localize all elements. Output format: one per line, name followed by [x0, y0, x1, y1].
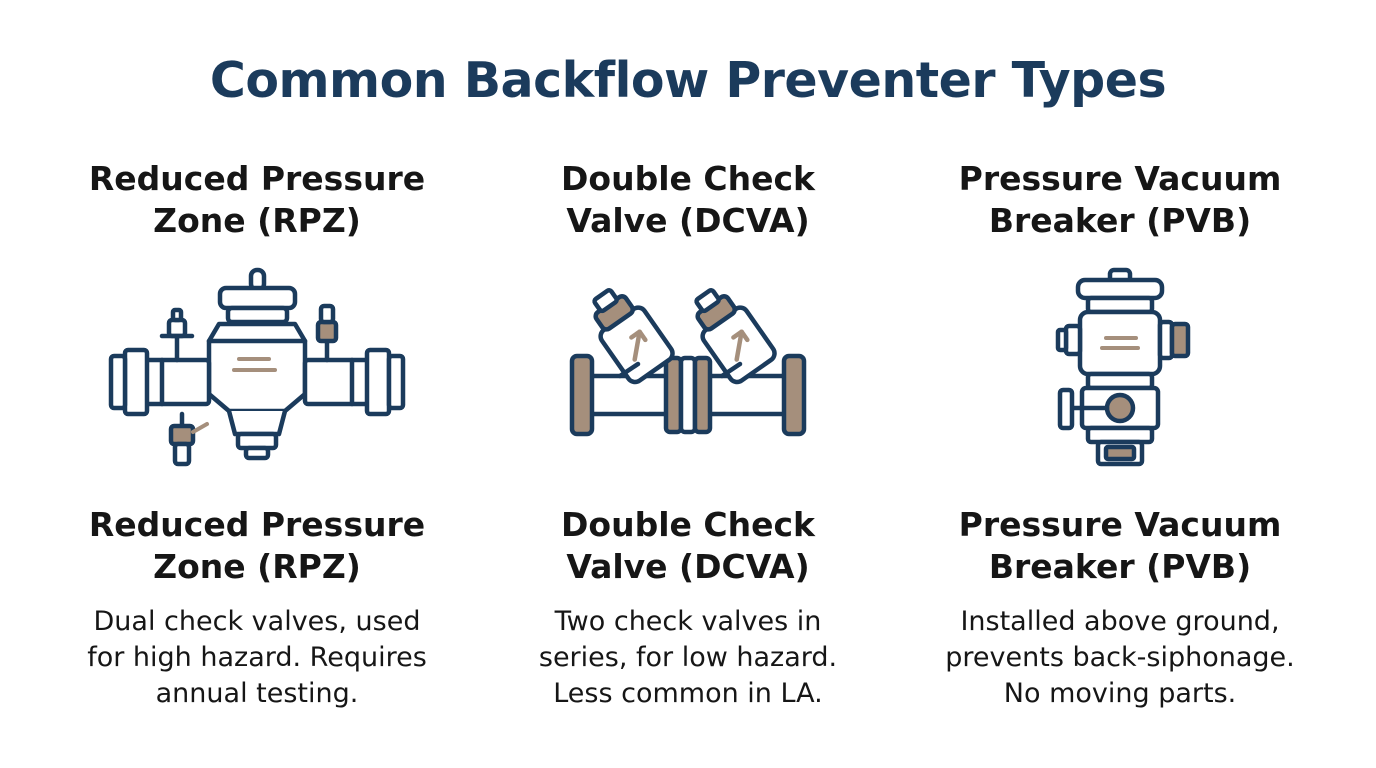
rpz-valve-icon [107, 266, 407, 481]
rpz-heading [47, 158, 467, 242]
pvb-label [910, 504, 1330, 588]
rpz-column [47, 156, 467, 756]
pvb-label-line2: Breaker (PVB) [988, 547, 1252, 586]
rpz-desc-line3: annual testing. [155, 678, 359, 709]
pvb-column [910, 156, 1330, 756]
pvb-desc-line1: Installed above ground, [960, 606, 1280, 637]
rpz-heading-line2: Zone (RPZ) [153, 201, 361, 240]
pvb-desc-line3: No moving parts. [1003, 678, 1237, 709]
rpz-label [47, 504, 467, 588]
dcva-heading [478, 158, 898, 242]
dcva-desc-line2: series, for low hazard. [538, 642, 838, 673]
rpz-description [47, 604, 467, 712]
dcva-heading-line2: Valve (DCVA) [566, 201, 810, 240]
rpz-label-line1: Reduced Pressure [88, 505, 426, 544]
pvb-description [910, 604, 1330, 712]
dcva-desc-line3: Less common in LA. [553, 678, 823, 709]
dcva-column [478, 156, 898, 756]
dcva-label-line1: Double Check [561, 505, 815, 544]
dcva-heading-line1: Double Check [561, 159, 815, 198]
page-title: Common Backflow Preventer Types [209, 52, 1167, 109]
pvb-valve-icon [970, 266, 1270, 481]
pvb-heading [910, 158, 1330, 242]
pvb-heading-line2: Breaker (PVB) [988, 201, 1252, 240]
pvb-desc-line2: prevents back-siphonage. [945, 642, 1295, 673]
rpz-desc-line2: for high hazard. Requires [87, 642, 427, 673]
dcva-label-line2: Valve (DCVA) [566, 547, 810, 586]
dcva-valve-icon [538, 266, 838, 481]
pvb-heading-line1: Pressure Vacuum [958, 159, 1282, 198]
dcva-label [478, 504, 898, 588]
pvb-label-line1: Pressure Vacuum [958, 505, 1282, 544]
rpz-heading-line1: Reduced Pressure [88, 159, 426, 198]
rpz-label-line2: Zone (RPZ) [153, 547, 361, 586]
dcva-description [478, 604, 898, 712]
rpz-desc-line1: Dual check valves, used [93, 606, 421, 637]
dcva-desc-line1: Two check valves in [554, 606, 822, 637]
